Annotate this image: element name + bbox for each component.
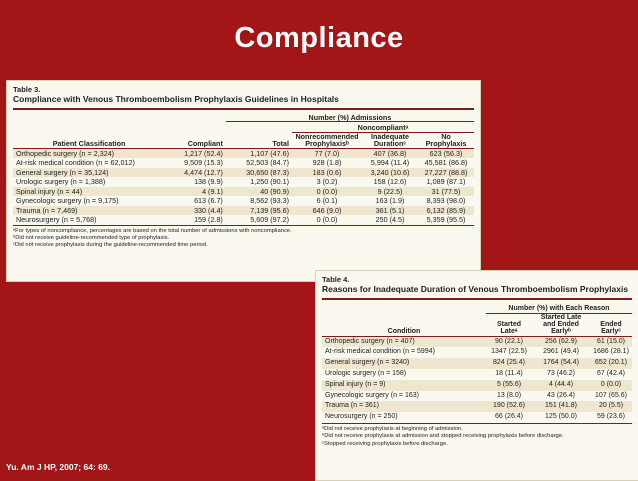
cell-compliant: 138 (9.9) bbox=[194, 177, 223, 187]
table-row bbox=[13, 148, 474, 158]
cell-none: 623 (56.3) bbox=[429, 148, 463, 158]
col-nonrecommended: Nonrecommended Prophylaxisᵇ bbox=[295, 131, 359, 149]
cell-ended-early: 20 (5.5) bbox=[598, 402, 624, 410]
cell-classification: At-risk medical condition (n = 62,012) bbox=[16, 158, 135, 168]
cell-compliant: 159 (2.8) bbox=[194, 215, 223, 225]
cell-total: 1,107 (47.6) bbox=[250, 148, 289, 158]
col-no-prophylaxis: No Prophylaxis bbox=[425, 131, 467, 149]
cell-inadequate: 3,240 (10.6) bbox=[370, 167, 410, 177]
cell-late-and-early: 256 (62.9) bbox=[545, 337, 577, 345]
table-4-number: Table 4. bbox=[322, 275, 350, 284]
cell-condition: Gynecologic surgery (n = 163) bbox=[325, 391, 419, 399]
cell-started-late: 18 (11.4) bbox=[495, 369, 523, 377]
cell-condition: Urologic surgery (n = 158) bbox=[325, 369, 407, 377]
col-late-and-early: Started Late and Ended Earlyᵇ bbox=[540, 313, 582, 336]
cell-total: 7,139 (95.6) bbox=[250, 205, 289, 215]
cell-compliant: 9,509 (15.3) bbox=[184, 158, 223, 168]
cell-total: 40 (90.9) bbox=[260, 186, 289, 196]
table-row bbox=[13, 187, 474, 197]
cell-none: 27,227 (88.8) bbox=[424, 167, 468, 177]
col-inadequate-duration: Inadequate Durationᶜ bbox=[371, 131, 409, 149]
cell-late-and-early: 2961 (49.4) bbox=[543, 348, 579, 356]
table-3-caption: Compliance with Venous Thromboembolism Prophylaxis Guidelines in Hospitals bbox=[13, 94, 339, 104]
col-patient-classification: Patient Classification bbox=[52, 139, 126, 149]
cell-none: 8,393 (98.0) bbox=[426, 196, 466, 206]
cell-condition: Spinal injury (n = 9) bbox=[325, 380, 386, 388]
cell-none: 31 (77.5) bbox=[431, 186, 461, 196]
table-row bbox=[322, 401, 632, 412]
cell-compliant: 613 (6.7) bbox=[194, 196, 223, 206]
cell-total: 8,562 (93.3) bbox=[250, 196, 289, 206]
cell-condition: General surgery (n = 3240) bbox=[325, 359, 410, 367]
table-3-number: Table 3. bbox=[13, 85, 41, 94]
table-row bbox=[13, 158, 474, 168]
table-3 bbox=[13, 112, 474, 226]
table-4-caption: Reasons for Inadequate Duration of Venous Thromboembolism Prophylaxis bbox=[322, 284, 629, 294]
cell-inadequate: 9 (22.5) bbox=[377, 186, 403, 196]
cell-classification: Trauma (n = 7,469) bbox=[16, 205, 78, 215]
col-condition: Condition bbox=[387, 328, 421, 336]
cell-started-late: 66 (26.4) bbox=[494, 413, 524, 421]
citation: Yu. Am J HP, 2007; 64: 69. bbox=[6, 462, 110, 472]
footnote: ᵇDid not receive guideline-recommended type of prophylaxis. bbox=[13, 235, 170, 242]
table-row bbox=[13, 177, 474, 187]
footnote: ᶜStopped receiving prophylaxis before discharge. bbox=[322, 440, 448, 447]
table-row bbox=[322, 412, 632, 423]
cell-total: 1,250 (90.1) bbox=[250, 177, 289, 187]
table-row bbox=[322, 380, 632, 391]
table-4-top-rule bbox=[322, 298, 632, 300]
cell-inadequate: 163 (1.9) bbox=[375, 196, 405, 206]
cell-ended-early: 1686 (28.1) bbox=[593, 348, 629, 356]
cell-classification: Spinal injury (n = 44) bbox=[16, 186, 83, 196]
cell-nonrec: 0 (0.0) bbox=[316, 186, 338, 196]
footnote: ᵇDid not receive prophylaxis at admission and stopped receiving prophylaxis before discharge. bbox=[322, 433, 564, 440]
col-compliant: Compliant bbox=[187, 139, 223, 149]
cell-started-late: 5 (55.6) bbox=[496, 380, 522, 388]
table-4-card bbox=[315, 270, 638, 481]
footnote: ᵃFor types of noncompliance, percentages are based on the total number of admissions with noncompliance. bbox=[13, 227, 292, 234]
cell-late-and-early: 4 (44.4) bbox=[548, 380, 574, 388]
cell-ended-early: 652 (20.1) bbox=[595, 359, 627, 367]
cell-inadequate: 5,994 (11.4) bbox=[370, 158, 410, 168]
cell-started-late: 13 (8.0) bbox=[496, 391, 522, 399]
cell-condition: At-risk medical condition (n = 5994) bbox=[325, 348, 435, 356]
cell-compliant: 330 (4.4) bbox=[194, 205, 223, 215]
cell-total: 30,650 (87.3) bbox=[246, 167, 289, 177]
table-4-footnotes bbox=[322, 426, 632, 448]
cell-condition: Trauma (n = 361) bbox=[325, 402, 380, 410]
table-row bbox=[322, 391, 632, 402]
cell-ended-early: 67 (42.4) bbox=[596, 369, 626, 377]
cell-inadequate: 158 (12.6) bbox=[373, 177, 407, 187]
cell-none: 5,359 (95.5) bbox=[426, 215, 466, 225]
col-ended-early: Ended Earlyᶜ bbox=[600, 320, 622, 336]
cell-classification: Neurosurgery (n = 5,768) bbox=[16, 215, 97, 225]
cell-nonrec: 0 (0.0) bbox=[316, 215, 338, 225]
cell-classification: Urologic surgery (n = 1,388) bbox=[16, 177, 106, 187]
footnote: ᵃDid not receive prophylaxis at beginning of admission. bbox=[322, 425, 463, 432]
table-3-spanner: Number (%) Admissions bbox=[226, 112, 474, 122]
cell-late-and-early: 43 (26.4) bbox=[546, 391, 576, 399]
cell-total: 5,609 (97.2) bbox=[250, 215, 289, 225]
table-4 bbox=[322, 302, 632, 424]
cell-inadequate: 250 (4.5) bbox=[375, 215, 405, 225]
cell-inadequate: 361 (5.1) bbox=[375, 205, 405, 215]
cell-compliant: 4,474 (12.7) bbox=[184, 167, 223, 177]
table-3-top-rule bbox=[13, 108, 474, 110]
table-row bbox=[13, 215, 474, 225]
table-3-subspanner: Noncompliantᵃ bbox=[292, 122, 474, 133]
cell-nonrec: 183 (0.6) bbox=[312, 167, 342, 177]
cell-nonrec: 646 (9.0) bbox=[312, 205, 342, 215]
cell-nonrec: 6 (0.1) bbox=[316, 196, 338, 206]
table-4-spanner: Number (%) with Each Reason bbox=[486, 302, 632, 313]
cell-total: 52,503 (84.7) bbox=[246, 158, 289, 168]
cell-none: 45,581 (86.8) bbox=[424, 158, 468, 168]
cell-none: 1,089 (87.1) bbox=[426, 177, 466, 187]
cell-nonrec: 928 (1.8) bbox=[312, 158, 342, 168]
footnote: ᶜDid not receive prophylaxis during the guideline-recommended time period. bbox=[13, 242, 208, 249]
table-row bbox=[13, 168, 474, 178]
cell-late-and-early: 73 (46.2) bbox=[546, 369, 576, 377]
cell-classification: Gynecologic surgery (n = 9,175) bbox=[16, 196, 119, 206]
col-started-late: Started Lateᵃ bbox=[496, 320, 522, 336]
table-row bbox=[13, 206, 474, 216]
cell-nonrec: 3 (0.2) bbox=[316, 177, 338, 187]
table-row bbox=[322, 358, 632, 369]
table-3-card bbox=[6, 80, 481, 282]
cell-classification: General surgery (n = 35,124) bbox=[16, 167, 109, 177]
cell-late-and-early: 125 (50.0) bbox=[545, 413, 577, 421]
cell-inadequate: 407 (36.8) bbox=[373, 148, 407, 158]
cell-ended-early: 59 (23.6) bbox=[596, 413, 626, 421]
cell-started-late: 824 (25.4) bbox=[493, 359, 525, 367]
cell-condition: Neurosurgery (n = 250) bbox=[325, 413, 398, 421]
cell-compliant: 1,217 (52.4) bbox=[184, 148, 223, 158]
cell-started-late: 190 (52.6) bbox=[493, 402, 525, 410]
cell-classification: Orthopedic surgery (n = 2,324) bbox=[16, 148, 115, 158]
cell-ended-early: 107 (65.6) bbox=[595, 391, 627, 399]
table-row bbox=[322, 347, 632, 358]
cell-started-late: 90 (22.1) bbox=[494, 337, 524, 345]
cell-ended-early: 61 (15.0) bbox=[596, 337, 626, 345]
cell-late-and-early: 151 (41.8) bbox=[545, 402, 577, 410]
cell-started-late: 1347 (22.5) bbox=[491, 348, 527, 356]
cell-condition: Orthopedic surgery (n = 407) bbox=[325, 337, 415, 345]
table-3-footnotes bbox=[13, 228, 474, 250]
cell-late-and-early: 1764 (54.4) bbox=[543, 359, 579, 367]
slide-title: Compliance bbox=[234, 22, 404, 54]
cell-ended-early: 0 (0.0) bbox=[600, 380, 622, 388]
col-total: Total bbox=[272, 139, 289, 149]
table-row bbox=[322, 369, 632, 380]
table-row bbox=[13, 196, 474, 206]
cell-compliant: 4 (9.1) bbox=[202, 186, 223, 196]
cell-nonrec: 77 (7.0) bbox=[314, 148, 340, 158]
cell-none: 6,132 (85.9) bbox=[426, 205, 466, 215]
table-row bbox=[322, 336, 632, 347]
